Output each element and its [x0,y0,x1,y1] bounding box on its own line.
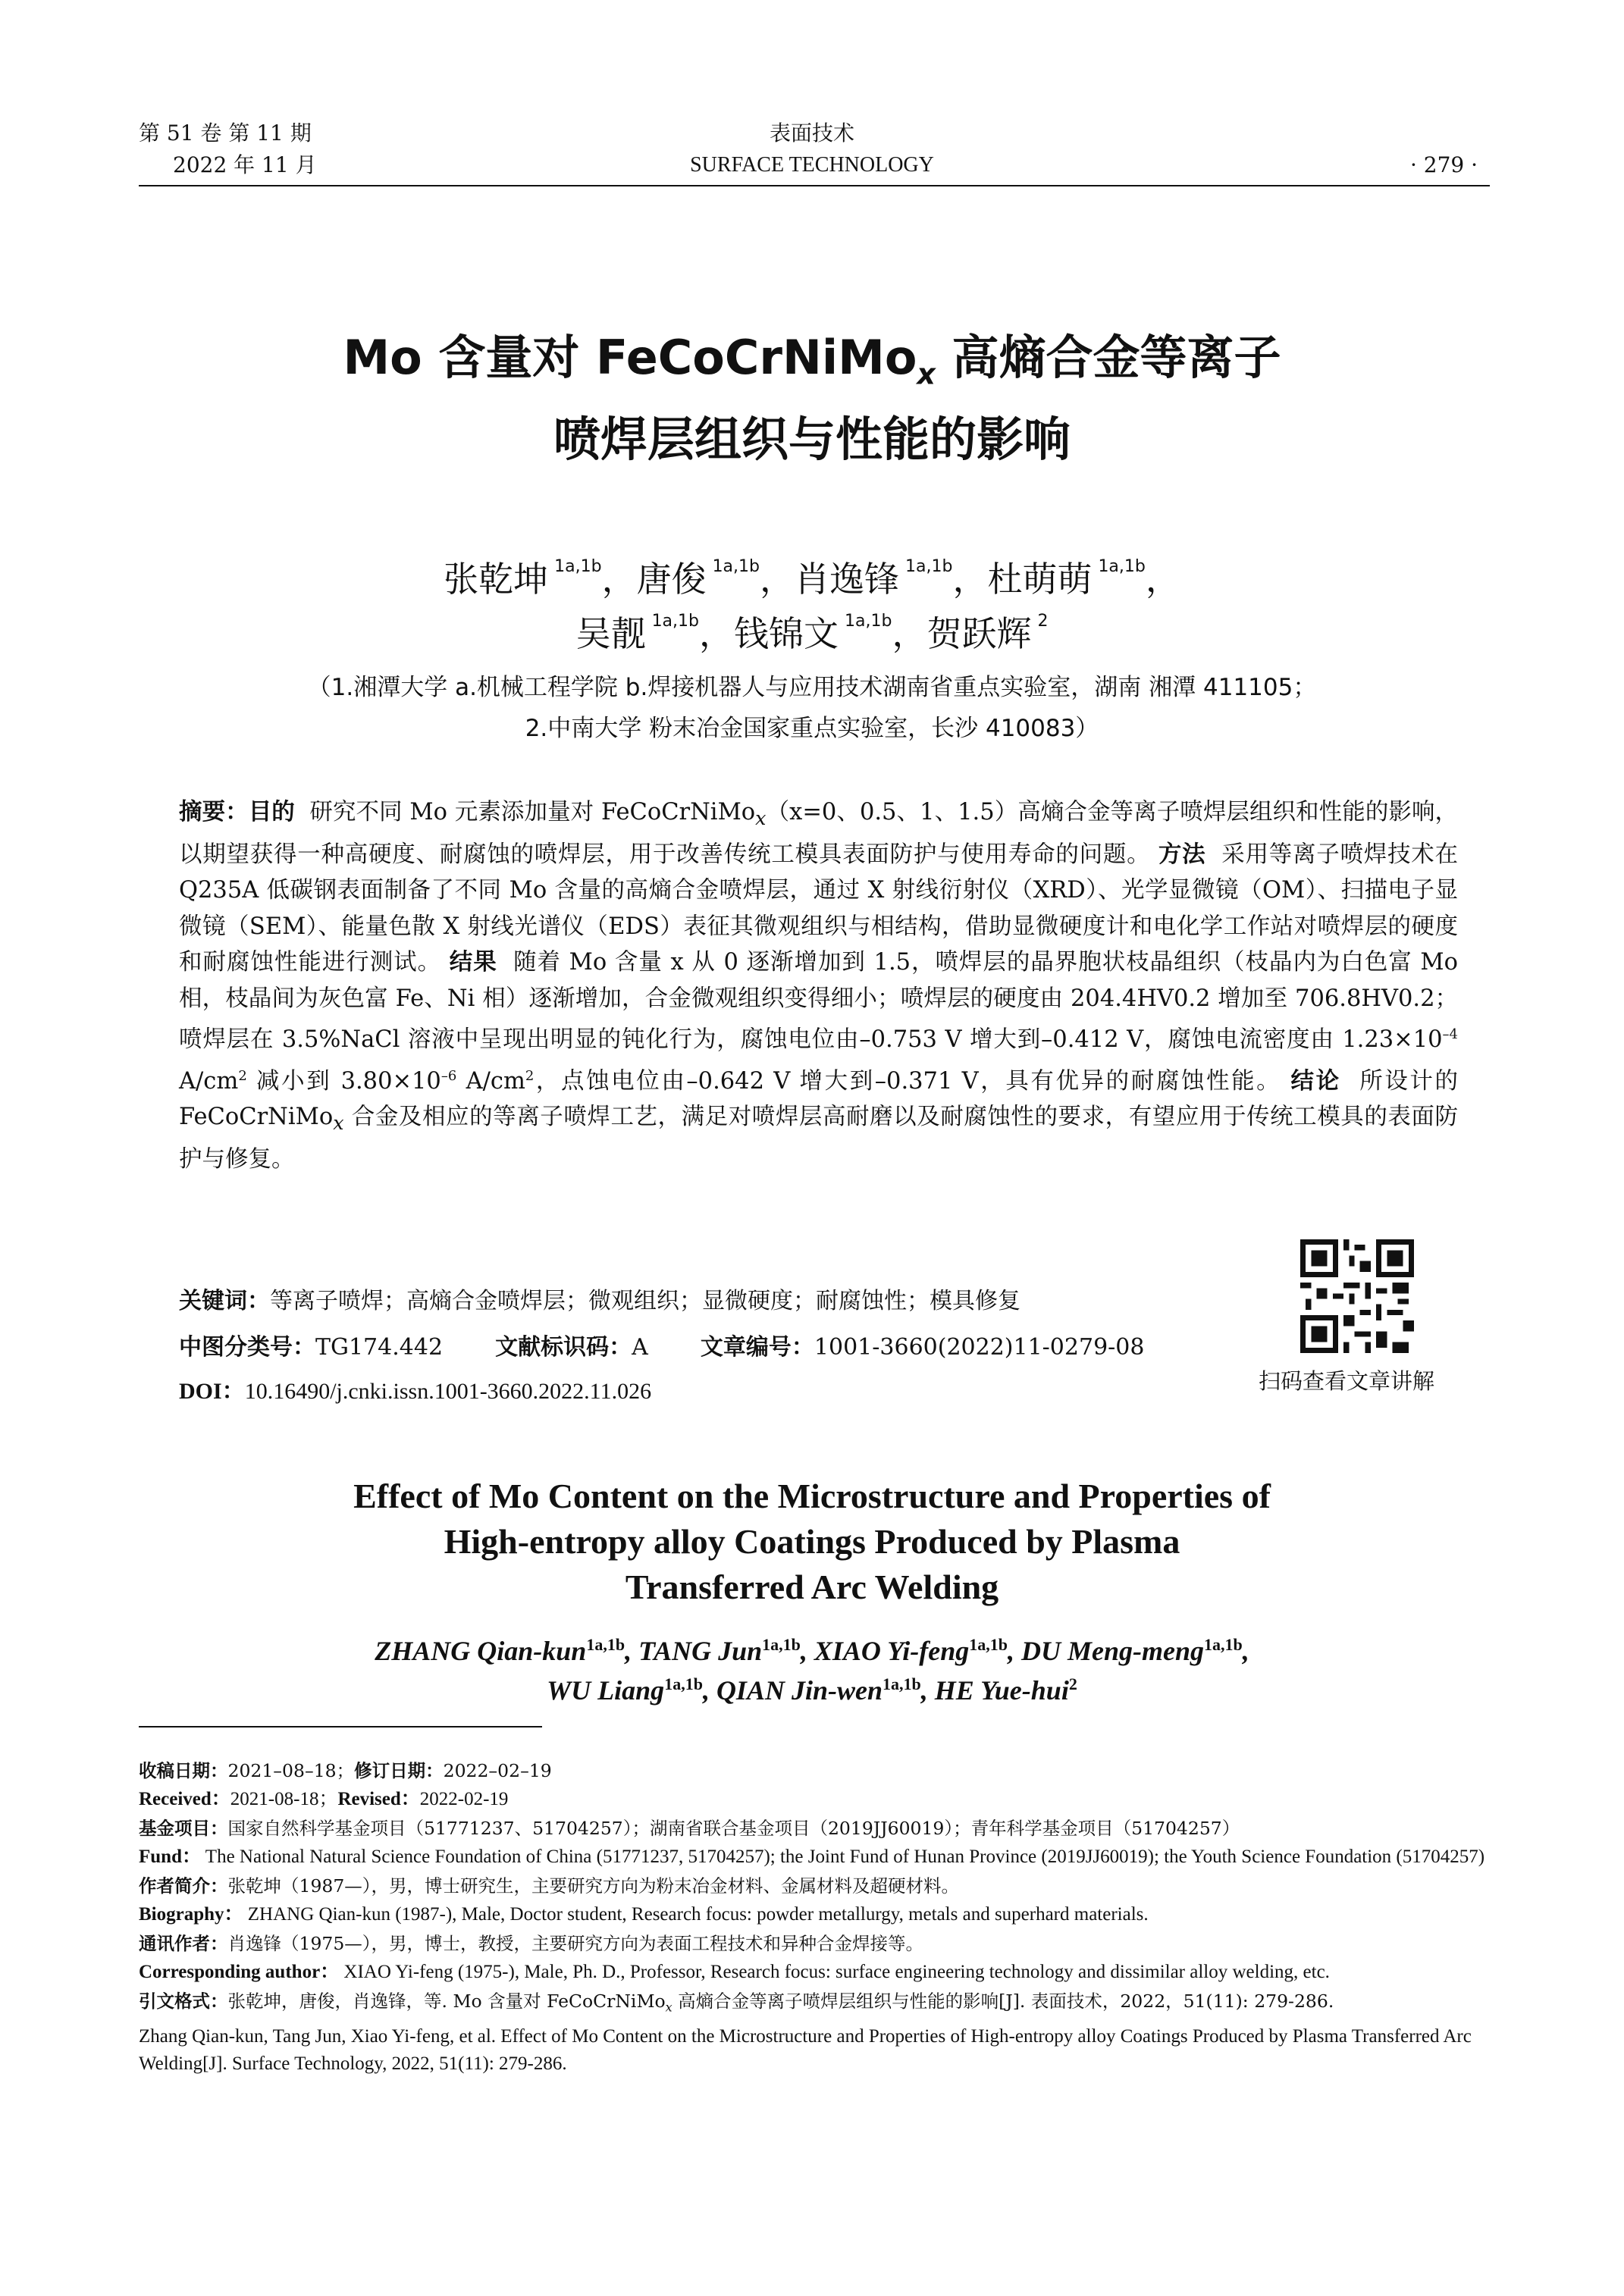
footnotes [139,1757,1490,2079]
classification [179,1331,1144,1364]
abstract-result-exp4: 2 [525,1067,535,1084]
title-en-line3: Transferred Arc Welding [625,1568,999,1606]
author-en-affiliation-mark: 1a,1b [1204,1635,1243,1654]
method-label: 方法 [1158,841,1206,868]
cite-cn-a: 张乾坤，唐俊，肖逸锋，等. Mo 含量对 FeCoCrNiMo [227,1991,666,2012]
abstract-label: 摘要： [179,799,249,825]
header-journal-en: SURFACE TECHNOLOGY [690,153,934,177]
title-cn-line1-b: 高熵合金等离子 [935,330,1281,385]
author-cn-name: 张乾坤 [444,559,549,600]
author-cn-affiliation-mark: 2 [1037,612,1049,631]
author-cn-name: 贺跃辉 [926,613,1032,654]
bio-cn-label: 作者简介： [139,1875,228,1897]
abstract-result-a: 随着 Mo 含量 x 从 0 逐渐增加到 1.5，喷焊层的晶界胞状枝晶组织（枝晶内为白色富 Mo 相，枝晶间为灰色富 Fe、Ni 相）逐渐增加，合金微观组织变得细小；喷焊层的硬度由 204.4HV0.2 增加至 706.8HV0.2；喷焊层在 3.5%NaCl 溶液中呈现出明显的钝化行为，腐蚀电位由–0.753 V 增大到–0.412 V，腐蚀电流密度由 1.23×10 [179,949,1459,1054]
author-cn-separator: ， [601,559,637,600]
revised-cn-value: 2022–02–19 [443,1760,552,1781]
title-cn-line2: 喷焊层组织与性能的影响 [553,412,1071,467]
author-cn-name: 吴靓 [575,613,646,654]
revised-cn-label: 修订日期： [354,1760,444,1781]
conclusion-label: 结论 [1290,1067,1341,1095]
bio-en-label: Biography： [139,1904,243,1925]
abstract [179,794,1458,1178]
header-date: 2022 年 11 月 [173,152,317,177]
abstract-result-exp3: –6 [440,1067,457,1084]
keywords-text: 等离子喷焊；高熵合金喷焊层；微观组织；显微硬度；耐腐蚀性；模具修复 [270,1288,1020,1314]
author-cn-separator: ， [1145,559,1180,600]
footnote-fund-cn [139,1815,1490,1842]
bio-en-value: ZHANG Qian-kun (1987-), Male, Doctor student, Research focus: powder metallurgy, metals and superhard materials. [247,1904,1149,1925]
author-en-name: ZHANG Qian-kun [375,1636,587,1666]
corr-en-label: Corresponding author： [139,1962,340,1982]
author-en-name: XIAO Yi-feng [814,1636,970,1666]
title-cn-line1-a: Mo 含量对 FeCoCrNiMo [343,330,917,385]
footnote-cite-cn [139,1987,1490,2022]
author-en-affiliation-mark: 1a,1b [882,1674,921,1693]
authors-cn-line2 [0,599,1624,656]
author-cn-name: 钱锦文 [734,613,839,654]
fund-cn-value: 国家自然科学基金项目（51771237、51704257）；湖南省联合基金项目（2019JJ60019）；青年科学基金项目（51704257） [227,1818,1240,1839]
author-en-affiliation-mark: 1a,1b [586,1635,625,1654]
footnote-cite-en [139,2023,1490,2078]
abstract-conclusion-b: 合金及相应的等离子喷焊工艺，满足对喷焊层高耐磨以及耐腐蚀性的要求，有望应用于传统工模具的表面防护与修复。 [179,1104,1458,1173]
doi [179,1375,651,1408]
author-en-name: WU Liang [547,1675,665,1706]
abstract-purpose-sub: x [755,807,767,830]
affiliation-line2: 2.中南大学 粉末冶金国家重点实验室，长沙 410083） [525,715,1099,742]
doc-code-value: A [632,1334,648,1361]
cite-en-value: Zhang Qian-kun, Tang Jun, Xiao Yi-feng, et al. Effect of Mo Content on the Microstructure and Properties of High-entropy alloy Coatings Produced by Plasma Transferred Arc Welding[J]. Surface Technology, 2022, 51(11): 279-286. [139,2025,1472,2074]
article-no-label: 文章编号： [700,1334,814,1361]
qr-caption: 扫码查看文章讲解 [1259,1368,1435,1394]
abstract-method: 采用等离子喷焊技术在 Q235A 低碳钢表面制备了不同 Mo 含量的高熵合金喷焊层，通过 X 射线衍射仪（XRD）、光学显微镜（OM）、扫描电子显微镜（SEM）、能量色散 X 射线光谱仪（EDS）表征其微观组织与相结构，借助显微硬度计和电化学工作站对喷焊层的硬度和耐腐蚀性能进行测试。 [179,841,1459,976]
footnote-corr-cn [139,1930,1490,1957]
received-cn-label: 收稿日期： [139,1760,228,1781]
authors-cn-line1 [0,544,1624,602]
footnote-dates-cn [139,1757,1490,1784]
author-cn-affiliation-mark: 1a,1b [845,612,892,631]
footnote-corr-en [139,1959,1490,1986]
author-cn-name: 肖逸锋 [795,559,899,600]
corr-en-value: XIAO Yi-feng (1975-), Male, Ph. D., Professor, Research focus: surface engineering technology and dissimilar alloy welding, etc. [343,1962,1330,1982]
author-cn-affiliation-mark: 1a,1b [554,557,602,576]
footnote-rule [139,1726,542,1727]
abstract-result-exp1: –4 [1442,1026,1458,1043]
author-en-affiliation-mark: 2 [1068,1674,1077,1693]
received-cn-value: 2021–08–18； [227,1760,355,1781]
title-cn-subscript: x [917,357,936,391]
author-cn-separator: ， [952,559,988,600]
author-cn-affiliation-mark: 1a,1b [712,557,760,576]
affiliation-line1: （1.湘潭大学 a.机械工程学院 b.焊接机器人与应用技术湖南省重点实验室，湖南 湘潭 411105； [307,674,1317,701]
author-cn-separator: ， [892,613,927,654]
purpose-label: 目的 [248,799,295,825]
author-en-separator: , [1008,1636,1021,1666]
author-en-affiliation-mark: 1a,1b [969,1635,1008,1654]
abstract-result-d: A/cm [456,1067,525,1095]
author-en-separator: , [625,1636,639,1666]
revised-en-label: Revised： [337,1789,420,1809]
keywords-label: 关键词： [179,1288,270,1314]
author-en-separator: , [702,1675,716,1706]
abstract-result-exp2: 2 [238,1067,247,1084]
author-en-name: TANG Jun [638,1636,763,1666]
footnote-fund-en [139,1843,1490,1871]
received-en-label: Received： [139,1789,230,1809]
article-no-value: 1001-3660(2022)11-0279-08 [814,1334,1145,1361]
doi-label: DOI： [179,1379,245,1404]
header-page-number: · 279 · [1410,152,1478,177]
authors-en-line1 [0,1626,1624,1670]
qr-code-icon[interactable] [1300,1239,1414,1353]
result-label: 结果 [449,949,497,976]
corr-cn-label: 通讯作者： [139,1933,228,1954]
fund-en-label: Fund： [139,1847,201,1867]
author-cn-affiliation-mark: 1a,1b [651,612,699,631]
abstract-conclusion-sub: x [333,1111,344,1135]
author-en-name: QIAN Jin-wen [716,1675,883,1706]
abstract-purpose-b: （x=0、0.5、1、1.5）高熵合金等离子喷焊层组织和性能的影响，以期望获得一种高硬度、耐腐蚀的喷焊层，用于改善传统工模具表面防护与使用寿命的问题。 [179,799,1459,868]
author-en-name: DU Meng-meng [1021,1636,1204,1666]
abstract-result-c: 减小到 3.80×10 [246,1067,441,1095]
title-en-line1: Effect of Mo Content on the Microstructure and Properties of [353,1477,1271,1515]
author-en-affiliation-mark: 1a,1b [664,1674,703,1693]
author-en-separator: , [920,1675,935,1706]
abstract-result-e: ，点蚀电位由–0.642 V 增大到–0.371 V，具有优异的耐腐蚀性能。 [534,1067,1282,1095]
cite-cn-b: 高熵合金等离子喷焊层组织与性能的影响[J]. 表面技术，2022，51(11): 279-286. [672,1991,1334,2012]
header-rule [139,185,1490,186]
footnote-bio-cn [139,1872,1490,1900]
cite-cn-sub: x [665,2000,672,2015]
doc-code-label: 文献标识码： [495,1334,632,1361]
received-en-value: 2021-08-18； [230,1789,338,1809]
author-cn-affiliation-mark: 1a,1b [1098,557,1146,576]
abstract-result-b: A/cm [179,1067,239,1095]
author-en-affiliation-mark: 1a,1b [762,1635,801,1654]
author-cn-name: 唐俊 [636,559,707,600]
abstract-conclusion-a: 所设计的 FeCoCrNiMo [179,1067,1458,1131]
author-en-separator: , [1242,1636,1249,1666]
author-en-name: HE Yue-hui [934,1675,1069,1706]
corr-cn-value: 肖逸锋（1975—），男，博士，教授，主要研究方向为表面工程技术和异种合金焊接等。 [227,1933,924,1954]
cite-cn-label: 引文格式： [139,1991,228,2012]
bio-cn-value: 张乾坤（1987—），男，博士研究生，主要研究方向为粉末冶金材料、金属材料及超硬材料。 [227,1875,960,1897]
authors-en-line2 [0,1665,1624,1709]
doi-value: 10.16490/j.cnki.issn.1001-3660.2022.11.026 [244,1379,652,1404]
footnote-dates-en [139,1786,1490,1813]
keywords [179,1285,1020,1318]
clc-value: TG174.442 [315,1334,444,1361]
author-cn-affiliation-mark: 1a,1b [905,557,953,576]
title-cn [0,327,1624,404]
author-en-separator: , [800,1636,814,1666]
title-en-line2: High-entropy alloy Coatings Produced by Plasma [444,1522,1180,1561]
author-cn-separator: ， [760,559,795,600]
header-volume-issue: 第 51 卷 第 11 期 [139,121,312,146]
fund-cn-label: 基金项目： [139,1818,228,1839]
author-cn-name: 杜萌萌 [987,559,1093,600]
footnote-bio-en [139,1901,1490,1928]
fund-en-value: The National Natural Science Foundation of China (51771237, 51704257); the Joint Fund of Hunan Province (2019JJ60019); the Youth Science Foundation (51704257) [205,1847,1485,1867]
header-journal-cn: 表面技术 [769,121,854,146]
abstract-purpose-a: 研究不同 Mo 元素添加量对 FeCoCrNiMo [309,799,756,825]
author-cn-separator: ， [699,613,734,654]
revised-en-value: 2022-02-19 [419,1789,509,1809]
clc-label: 中图分类号： [179,1334,315,1361]
